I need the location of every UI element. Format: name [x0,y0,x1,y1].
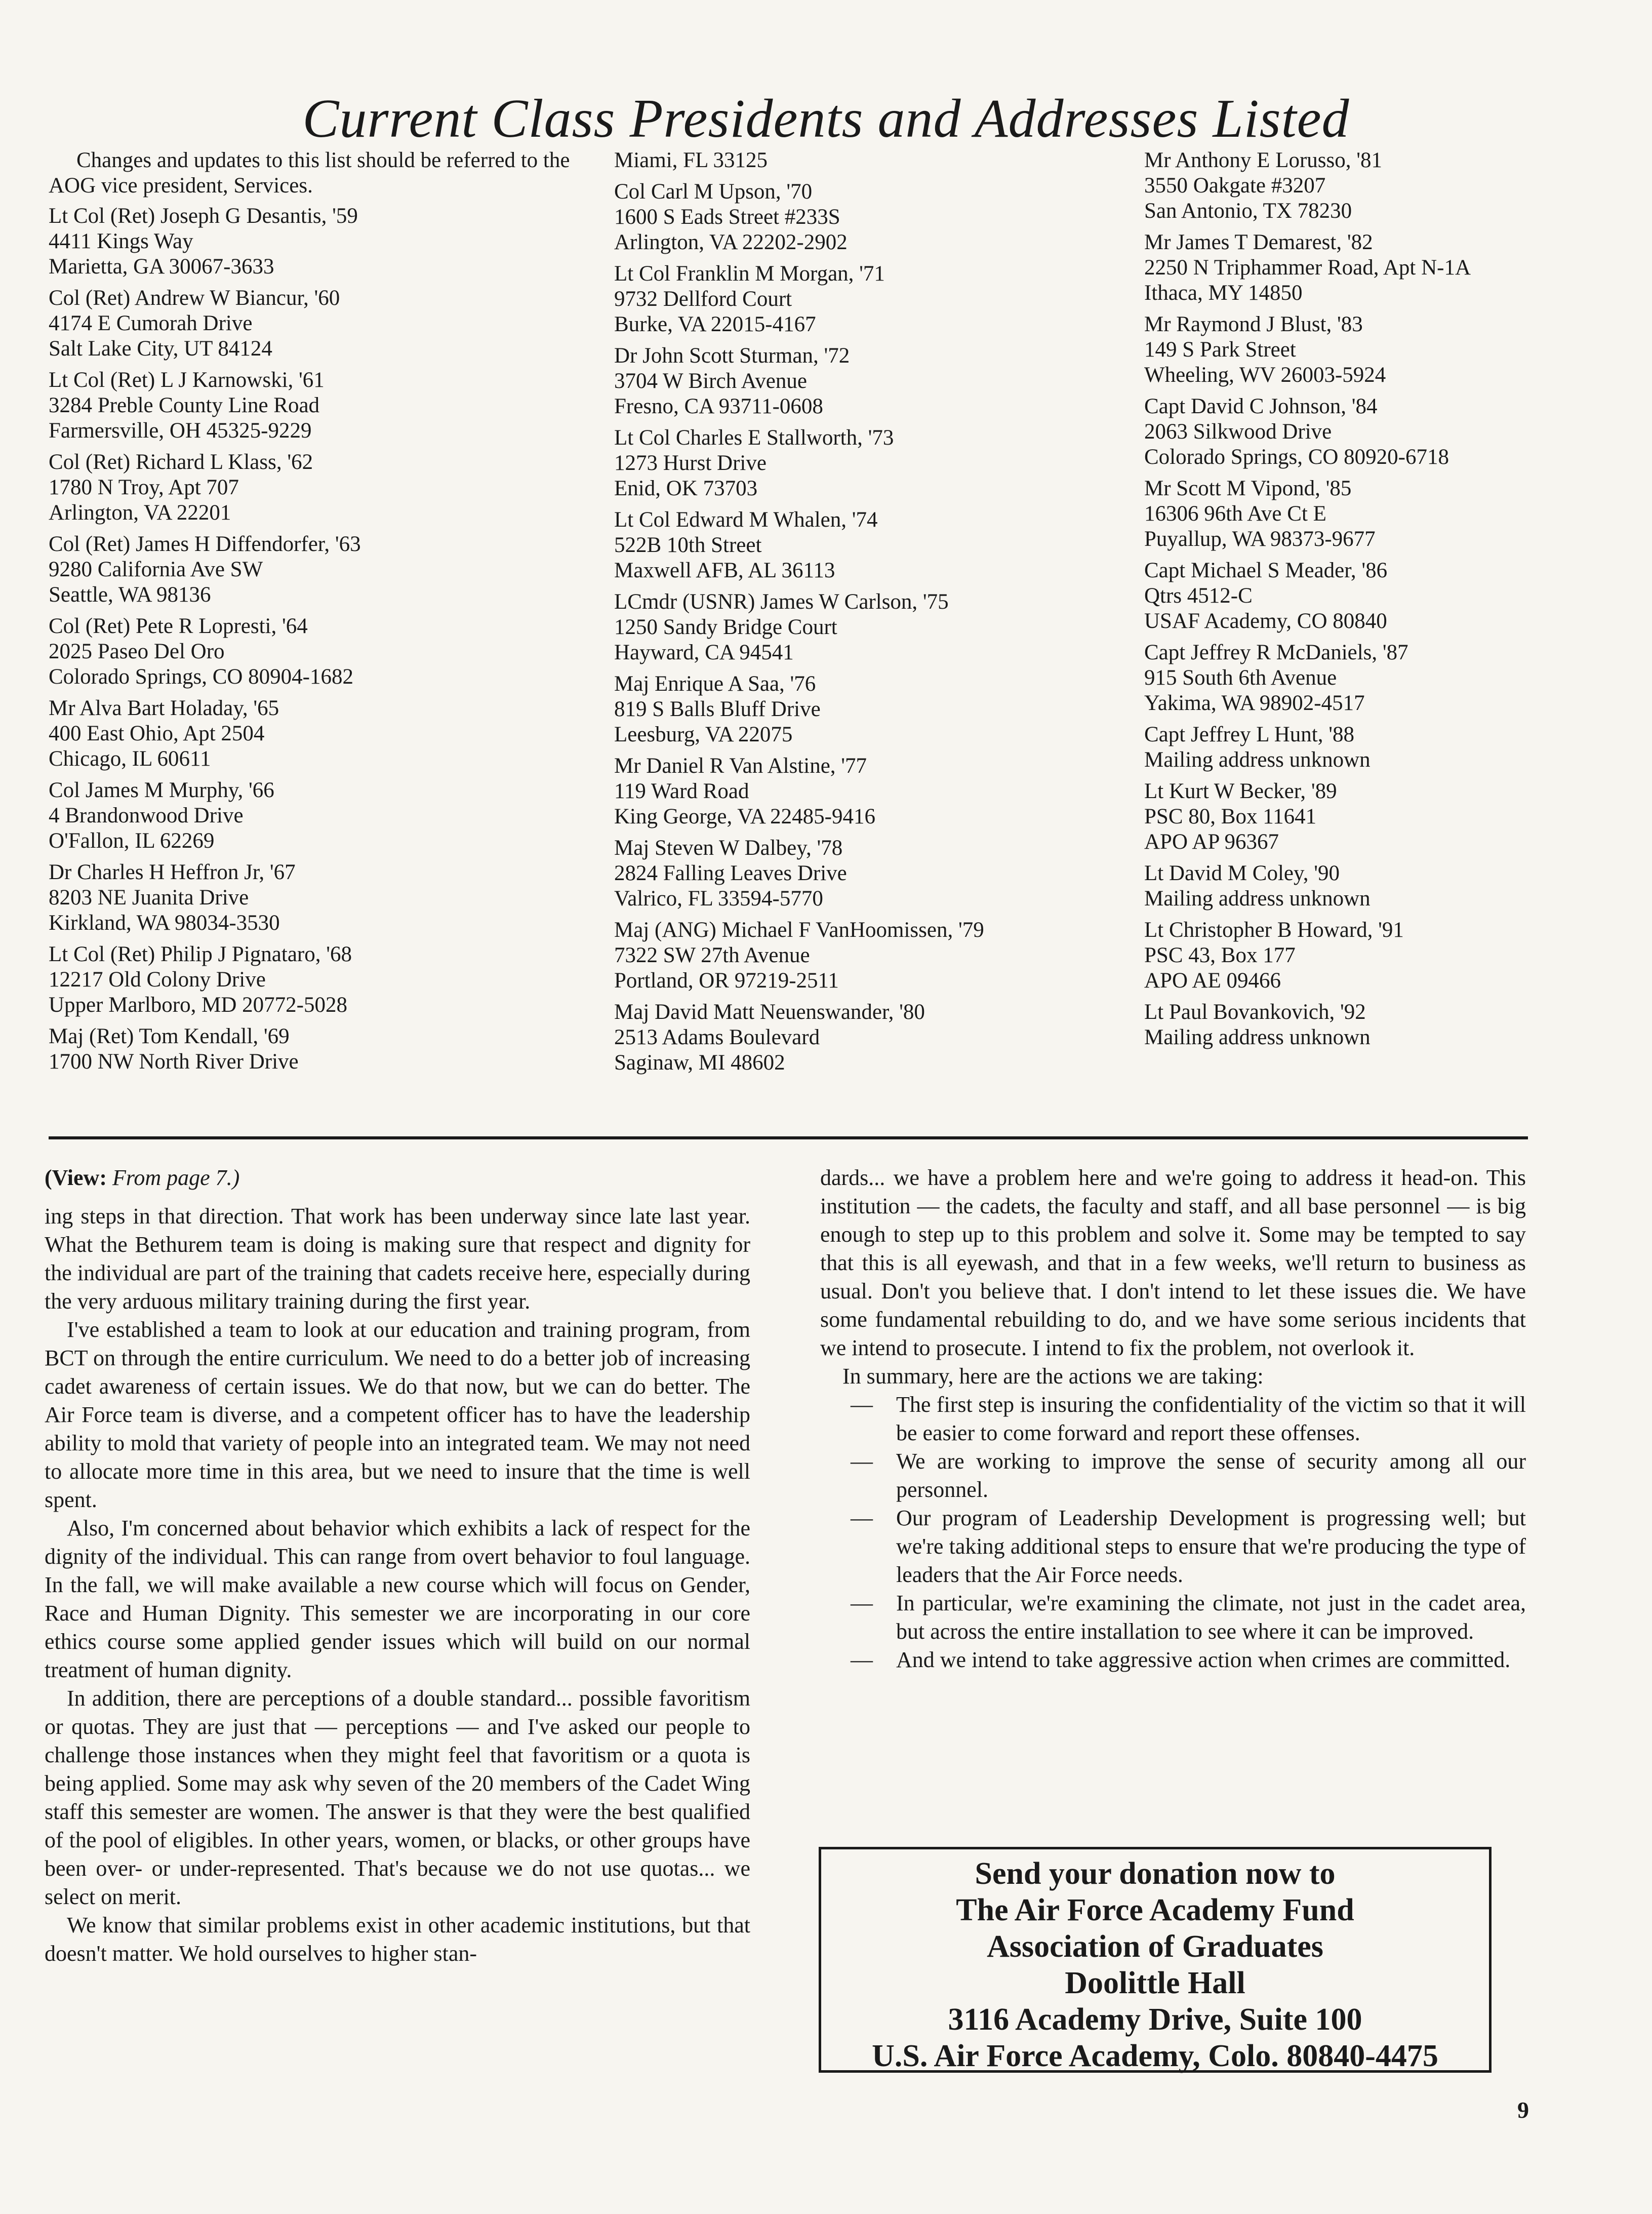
address-line: Arlington, VA 22202-2902 [614,230,848,254]
address-line: 915 South 6th Avenue [1144,666,1337,690]
address-line: Chicago, IL 60611 [49,747,211,771]
address-line: Portland, OR 97219-2511 [614,969,839,993]
president-name: Col Carl M Upson, '70 [614,180,813,204]
president-entry [1144,148,1650,224]
page-number: 9 [1517,2097,1529,2123]
donation-line: Send your donation now to [975,1856,1336,1891]
president-name: Mr Scott M Vipond, '85 [1144,477,1352,500]
donation-line: Association of Graduates [987,1929,1323,1964]
president-entry [49,204,570,280]
address-line: APO AP 96367 [1144,830,1279,854]
address-line: Salt Lake City, UT 84124 [49,337,272,361]
president-name: Lt Paul Bovankovich, '92 [1144,1000,1366,1024]
president-name: Lt Col (Ret) Joseph G Desantis, '59 [49,204,358,228]
president-name: Lt Kurt W Becker, '89 [1144,779,1337,803]
president-name: Col (Ret) Richard L Klass, '62 [49,450,313,474]
address-line: 3550 Oakgate #3207 [1144,174,1326,197]
article-paragraph: We know that similar problems exist in other academic institutions, but that doesn't matter. We hold ourselves to higher stan- [45,1913,750,1966]
dash-marker: — [851,1591,873,1615]
president-entry [49,942,570,1018]
address-column-2 [614,148,1120,1082]
address-line: 1250 Sandy Bridge Court [614,615,837,639]
president-entry [1144,1000,1650,1050]
section-divider [49,1136,1528,1139]
address-line: San Antonio, TX 78230 [1144,199,1352,223]
article-column-right [820,1164,1526,1674]
intro-text-body: Changes and updates to this list should be referred to the AOG vice president, Services. [49,148,570,197]
dash-marker: — [851,1647,873,1672]
address-line: 2250 N Triphammer Road, Apt N-1A [1144,256,1471,280]
president-entry [614,918,1120,994]
article-paragraph: I've established a team to look at our education and training program, from BCT on through the entire curriculum. We need to do a better job of increasing cadet awareness of certain issues. We do that now, but we can do better. The Air Force team is diverse, and a competent officer has to have the leadership ability to mold that variety of people into an integrated team. We may not need to allocate more time in this area, but we need to insure that the time is well spent. [45,1317,750,1512]
dash-marker: — [851,1506,873,1530]
donation-line: Doolittle Hall [1065,1966,1245,2000]
page-title: Current Class Presidents and Addresses Listed [302,89,1350,149]
address-line: Fresno, CA 93711-0608 [614,394,823,418]
address-line: 7322 SW 27th Avenue [614,943,810,967]
view-label: (View: [45,1165,112,1190]
address-line: APO AE 09466 [1144,969,1281,993]
president-entry [49,450,570,526]
president-entry-continued [614,148,1120,173]
president-name: Mr Daniel R Van Alstine, '77 [614,754,867,778]
president-entry [1144,312,1650,388]
president-entry [49,614,570,690]
address-line: Maxwell AFB, AL 36113 [614,559,835,582]
list-item [820,1589,1526,1646]
president-name: Lt David M Coley, '90 [1144,861,1340,885]
address-line: Arlington, VA 22201 [49,501,231,525]
president-name: Maj (ANG) Michael F VanHoomissen, '79 [614,918,984,942]
president-name: Dr John Scott Sturman, '72 [614,344,850,368]
list-item-text: And we intend to take aggressive action when crimes are committed. [896,1647,1511,1672]
president-entry [614,836,1120,912]
president-entry [1144,230,1650,306]
list-item-text: Our program of Leadership Development is progressing well; but we're taking additional steps to ensure that we're producing the type of leaders that the Air Force needs. [896,1506,1526,1587]
address-line: 2824 Falling Leaves Drive [614,861,847,885]
president-name: Mr Raymond J Blust, '83 [1144,312,1363,336]
president-name: Capt Michael S Meader, '86 [1144,559,1388,582]
address-line: 1700 NW North River Drive [49,1050,299,1074]
address-line: 3704 W Birch Avenue [614,369,807,393]
president-entry [614,671,1120,747]
president-entry [49,532,570,608]
address-line: Farmersville, OH 45325-9229 [49,419,312,443]
president-entry [49,778,570,854]
address-line: Mailing address unknown [1144,1025,1371,1049]
president-entry [49,696,570,772]
address-line: Qtrs 4512-C [1144,584,1253,608]
president-name: Maj Enrique A Saa, '76 [614,672,816,696]
address-column-1 [49,148,570,1081]
list-item [820,1447,1526,1504]
article-column-left [45,1164,750,1968]
address-line: 3284 Preble County Line Road [49,393,320,417]
donation-box [819,1847,1492,2073]
president-entry [49,286,570,362]
president-entry [614,754,1120,829]
address-line: 2063 Silkwood Drive [1144,420,1332,444]
list-item [820,1391,1526,1447]
address-line: Hayward, CA 94541 [614,641,794,664]
address-line: 522B 10th Street [614,533,762,557]
article-paragraph: In addition, there are perceptions of a double standard... possible favoritism or quotas. They are just that — perceptions — and I've asked our people to challenge those instances when they might feel that favoritism or a quota is being applied. Some may ask why seven of the 20 members of the Cadet Wing staff this semester are women. The answer is that they were the best qualified of the pool of eligibles. In other years, women, or blacks, or other groups have been over- or under-represented. That's because we do not use quotas... we select on merit. [45,1686,750,1909]
president-name: Lt Col (Ret) Philip J Pignataro, '68 [49,942,352,966]
summary-intro: In summary, here are the actions we are taking: [842,1364,1264,1389]
address-line: Colorado Springs, CO 80904-1682 [49,665,353,689]
president-entry [614,1000,1120,1076]
address-line: O'Fallon, IL 62269 [49,829,215,853]
president-entry [1144,394,1650,470]
dash-marker: — [851,1392,873,1417]
president-entry [1144,861,1650,912]
president-entry [49,368,570,444]
action-list [820,1391,1526,1674]
address-line: Wheeling, WV 26003-5924 [1144,363,1386,387]
address-line: Miami, FL 33125 [614,148,768,172]
president-name: Maj David Matt Neuenswander, '80 [614,1000,925,1024]
president-entry [1144,558,1650,634]
address-line: 12217 Old Colony Drive [49,968,266,992]
address-line: PSC 80, Box 11641 [1144,805,1317,828]
president-name: LCmdr (USNR) James W Carlson, '75 [614,590,949,614]
president-name: Lt Col Edward M Whalen, '74 [614,508,878,532]
president-name: Lt Christopher B Howard, '91 [1144,918,1404,942]
address-line: 119 Ward Road [614,779,749,803]
list-item-text: We are working to improve the sense of security among all our personnel. [896,1449,1526,1502]
president-entry [1144,779,1650,855]
address-line: 9732 Dellford Court [614,287,792,311]
address-line: Ithaca, MY 14850 [1144,281,1303,305]
president-entry [49,860,570,936]
address-line: 2513 Adams Boulevard [614,1025,820,1049]
president-entry [1144,722,1650,773]
president-entry [614,507,1120,583]
president-name: Lt Col (Ret) L J Karnowski, '61 [49,368,325,392]
address-line: Enid, OK 73703 [614,477,758,500]
president-name: Capt Jeffrey L Hunt, '88 [1144,723,1354,746]
president-entry [614,425,1120,501]
address-line: Mailing address unknown [1144,887,1371,911]
continued-from-reference [45,1164,750,1192]
president-entry [614,261,1120,337]
address-line: 9280 California Ave SW [49,558,263,581]
president-name: Lt Col Charles E Stallworth, '73 [614,426,894,450]
president-entry [1144,476,1650,552]
president-name: Mr James T Demarest, '82 [1144,230,1373,254]
president-name: Col (Ret) Pete R Lopresti, '64 [49,614,308,638]
address-line: Saginaw, MI 48602 [614,1051,785,1075]
donation-line: U.S. Air Force Academy, Colo. 80840-4475 [872,2039,1438,2073]
address-line: Colorado Springs, CO 80920-6718 [1144,445,1449,469]
president-entry [614,179,1120,255]
address-line: Upper Marlboro, MD 20772-5028 [49,993,347,1017]
address-line: 4 Brandonwood Drive [49,804,244,827]
address-line: Marietta, GA 30067-3633 [49,255,274,279]
address-line: 4411 Kings Way [49,229,193,253]
president-name: Lt Col Franklin M Morgan, '71 [614,262,885,286]
address-line: 1273 Hurst Drive [614,451,767,475]
president-entry [1144,640,1650,716]
address-line: 4174 E Cumorah Drive [49,311,253,335]
list-item [820,1646,1526,1674]
address-line: 16306 96th Ave Ct E [1144,502,1326,526]
president-name: Mr Alva Bart Holaday, '65 [49,696,279,720]
article-paragraph: dards... we have a problem here and we're going to address it head-on. This institution — the cadets, the faculty and staff, and all base personnel — is big enough to step up to this problem and solve it. Some may be tempted to say that this is all eyewash, and that in a few weeks, we'll return to business as usual. Don't you believe that. I don't intend to let these issues die. We have some fundamental rebuilding to do, and we have some serious incidents that we intend to prosecute. I intend to fix the problem, not overlook it. [820,1165,1526,1360]
address-line: Leesburg, VA 22075 [614,723,793,746]
address-line: Kirkland, WA 98034-3530 [49,911,280,935]
article-paragraph: ing steps in that direction. That work has been underway since late last year. What the Bethurem team is doing is making sure that respect and dignity for the individual are part of the training that cadets receive here, especially during the very arduous military training during the first year. [45,1204,750,1314]
address-line: 149 S Park Street [1144,338,1296,362]
address-line: PSC 43, Box 177 [1144,943,1296,967]
president-name: Mr Anthony E Lorusso, '81 [1144,148,1382,172]
address-line: Puyallup, WA 98373-9677 [1144,527,1376,551]
president-name: Dr Charles H Heffron Jr, '67 [49,860,296,884]
address-line: Valrico, FL 33594-5770 [614,887,823,911]
address-line: 1780 N Troy, Apt 707 [49,476,239,499]
donation-line: The Air Force Academy Fund [956,1893,1354,1927]
address-line: USAF Academy, CO 80840 [1144,609,1387,633]
president-entry [1144,918,1650,994]
dash-marker: — [851,1449,873,1474]
address-line: Mailing address unknown [1144,748,1371,772]
intro-text [49,148,570,199]
president-name: Maj (Ret) Tom Kendall, '69 [49,1024,290,1048]
article-paragraph: Also, I'm concerned about behavior which exhibits a lack of respect for the dignity of the individual. This can range from overt behavior to foul language. In the fall, we will make available a new course which will focus on Gender, Race and Human Dignity. This semester we are incorporating in our core ethics course some applied gender issues which will build on our normal treatment of human dignity. [45,1516,750,1682]
address-line: Yakima, WA 98902-4517 [1144,691,1365,715]
president-entry [614,343,1120,419]
address-line: King George, VA 22485-9416 [614,805,875,828]
president-entry [614,589,1120,665]
president-name: Col James M Murphy, '66 [49,778,274,802]
president-name: Col (Ret) Andrew W Biancur, '60 [49,286,340,310]
address-line: 400 East Ohio, Apt 2504 [49,722,265,745]
view-from: From page 7.) [112,1165,240,1190]
president-name: Maj Steven W Dalbey, '78 [614,836,843,860]
president-name: Capt David C Johnson, '84 [1144,394,1378,418]
president-entry [49,1024,570,1075]
list-item-text: The first step is insuring the confidentiality of the victim so that it will be easier to come forward and report these offenses. [896,1392,1526,1445]
address-line: Burke, VA 22015-4167 [614,312,816,336]
president-name: Col (Ret) James H Diffendorfer, '63 [49,532,361,556]
address-line: 1600 S Eads Street #233S [614,205,840,229]
list-item-text: In particular, we're examining the climate, not just in the cadet area, but across the entire installation to see where it can be improved. [896,1591,1526,1644]
address-line: 819 S Balls Bluff Drive [614,697,821,721]
address-line: Seattle, WA 98136 [49,583,211,607]
donation-line: 3116 Academy Drive, Suite 100 [948,2002,1362,2037]
address-line: 2025 Paseo Del Oro [49,640,225,663]
president-name: Capt Jeffrey R McDaniels, '87 [1144,641,1408,664]
list-item [820,1504,1526,1589]
address-line: 8203 NE Juanita Drive [49,886,249,910]
address-column-3 [1144,148,1650,1056]
